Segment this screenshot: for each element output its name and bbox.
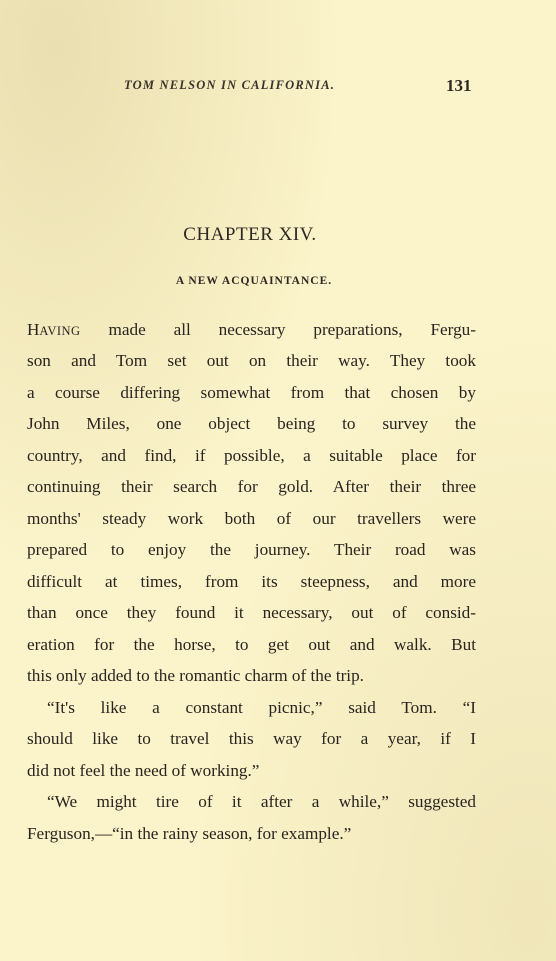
paragraph-line: continuing their search for gold. After their three [27, 477, 476, 496]
paragraph-line [27, 318, 476, 342]
paragraph-line: prepared to enjoy the journey. Their road was [27, 540, 476, 559]
paragraph-line: months' steady work both of our travellers were [27, 509, 476, 528]
paragraph-line: a course differing somewhat from that chosen by [27, 383, 476, 402]
paragraph-line: “We might tire of it after a while,” suggested [47, 792, 476, 811]
line-text: made all necessary preparations, Fergu- [80, 320, 476, 339]
paragraph-line: should like to travel this way for a year, if I [27, 729, 476, 748]
chapter-title: CHAPTER XIV. [183, 224, 317, 245]
small-caps-rest: AVING [39, 324, 81, 338]
paragraph-line: difficult at times, from its steepness, and more [27, 572, 476, 591]
paragraph-line: eration for the horse, to get out and walk. But [27, 635, 476, 654]
paragraph-line: “It's like a constant picnic,” said Tom. “I [47, 698, 476, 717]
page-number: 131 [446, 76, 472, 95]
chapter-subtitle: A NEW ACQUAINTANCE. [175, 275, 333, 287]
paragraph-line: John Miles, one object being to survey the [27, 414, 476, 433]
paragraph-line: than once they found it necessary, out of consid- [27, 603, 476, 622]
paragraph-line: did not feel the need of working.” [27, 761, 260, 780]
paragraph-line: this only added to the romantic charm of the trip. [27, 666, 364, 685]
small-caps-initial: H [27, 320, 40, 339]
paragraph-line: country, and find, if possible, a suitable place for [27, 446, 476, 465]
paragraph-line: Ferguson,—“in the rainy season, for example.” [27, 824, 352, 843]
running-head: TOM NELSON IN CALIFORNIA. [124, 78, 336, 92]
paragraph-line: son and Tom set out on their way. They took [27, 351, 476, 370]
